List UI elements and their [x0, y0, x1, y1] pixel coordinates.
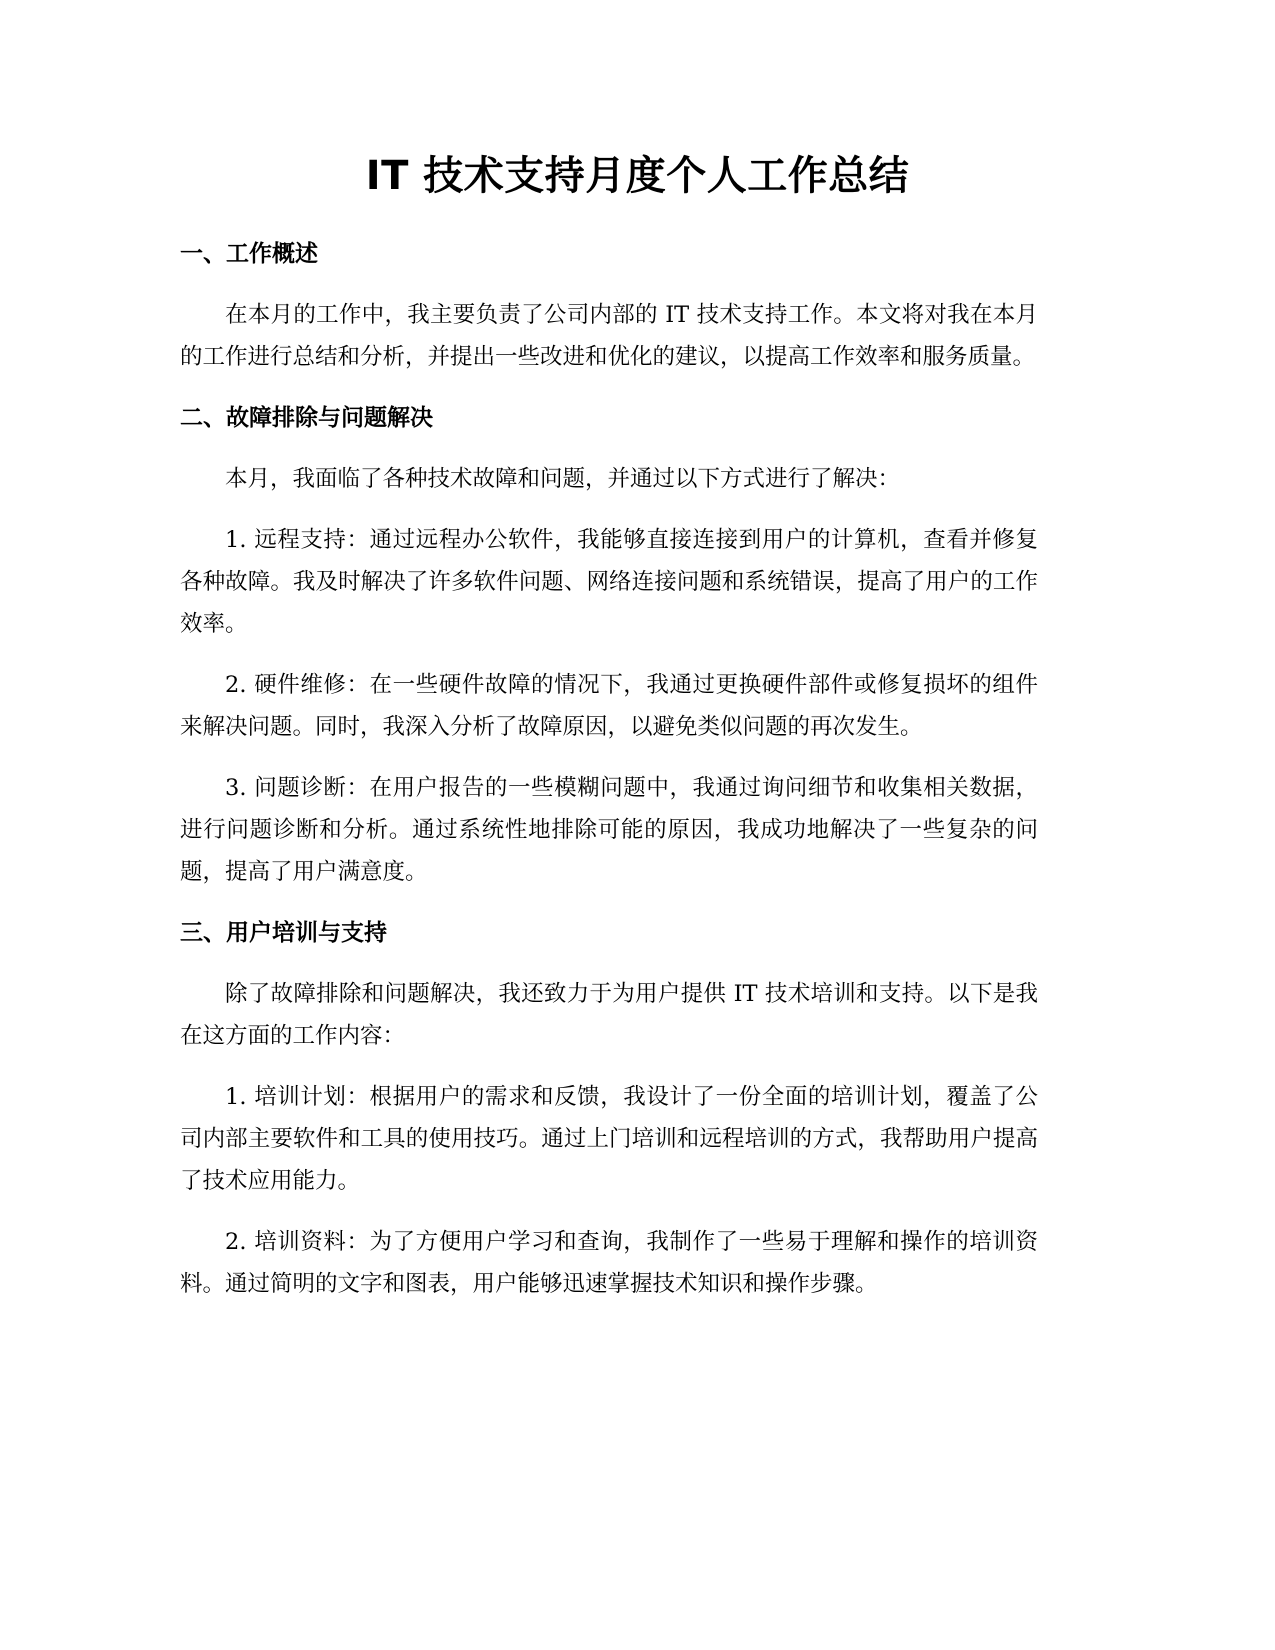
section-user-training [180, 915, 1038, 1305]
list-item-paragraph: 1. 远程支持：通过远程办公软件，我能够直接连接到用户的计算机，查看并修复各种故障。我及时解决了许多软件问题、网络连接问题和系统错误，提高了用户的工作效率。 [180, 527, 1038, 637]
paragraph: 除了故障排除和问题解决，我还致力于为用户提供 IT 技术培训和支持。以下是我在这方面的工作内容： [180, 981, 1038, 1049]
list-item-paragraph: 2. 培训资料：为了方便用户学习和查询，我制作了一些易于理解和操作的培训资料。通过简明的文字和图表，用户能够迅速掌握技术知识和操作步骤。 [180, 1229, 1038, 1297]
section-troubleshooting [180, 400, 1038, 893]
section-heading: 三、用户培训与支持 [180, 920, 387, 946]
list-item-paragraph: 2. 硬件维修：在一些硬件故障的情况下，我通过更换硬件部件或修复损坏的组件来解决问题。同时，我深入分析了故障原因，以避免类似问题的再次发生。 [180, 672, 1038, 740]
list-item-paragraph: 3. 问题诊断：在用户报告的一些模糊问题中，我通过询问细节和收集相关数据，进行问题诊断和分析。通过系统性地排除可能的原因，我成功地解决了一些复杂的问题，提高了用户满意度。 [180, 775, 1038, 885]
list-item-paragraph: 1. 培训计划：根据用户的需求和反馈，我设计了一份全面的培训计划，覆盖了公司内部主要软件和工具的使用技巧。通过上门培训和远程培训的方式，我帮助用户提高了技术应用能力。 [180, 1084, 1038, 1194]
section-heading: 一、工作概述 [180, 241, 318, 267]
section-heading: 二、故障排除与问题解决 [180, 405, 433, 431]
page-title: IT 技术支持月度个人工作总结 [365, 153, 910, 199]
section-overview [180, 236, 1038, 378]
document-body [180, 236, 1038, 1324]
paragraph: 在本月的工作中，我主要负责了公司内部的 IT 技术支持工作。本文将对我在本月的工作进行总结和分析，并提出一些改进和优化的建议，以提高工作效率和服务质量。 [180, 302, 1038, 370]
paragraph: 本月，我面临了各种技术故障和问题，并通过以下方式进行了解决： [225, 466, 901, 492]
